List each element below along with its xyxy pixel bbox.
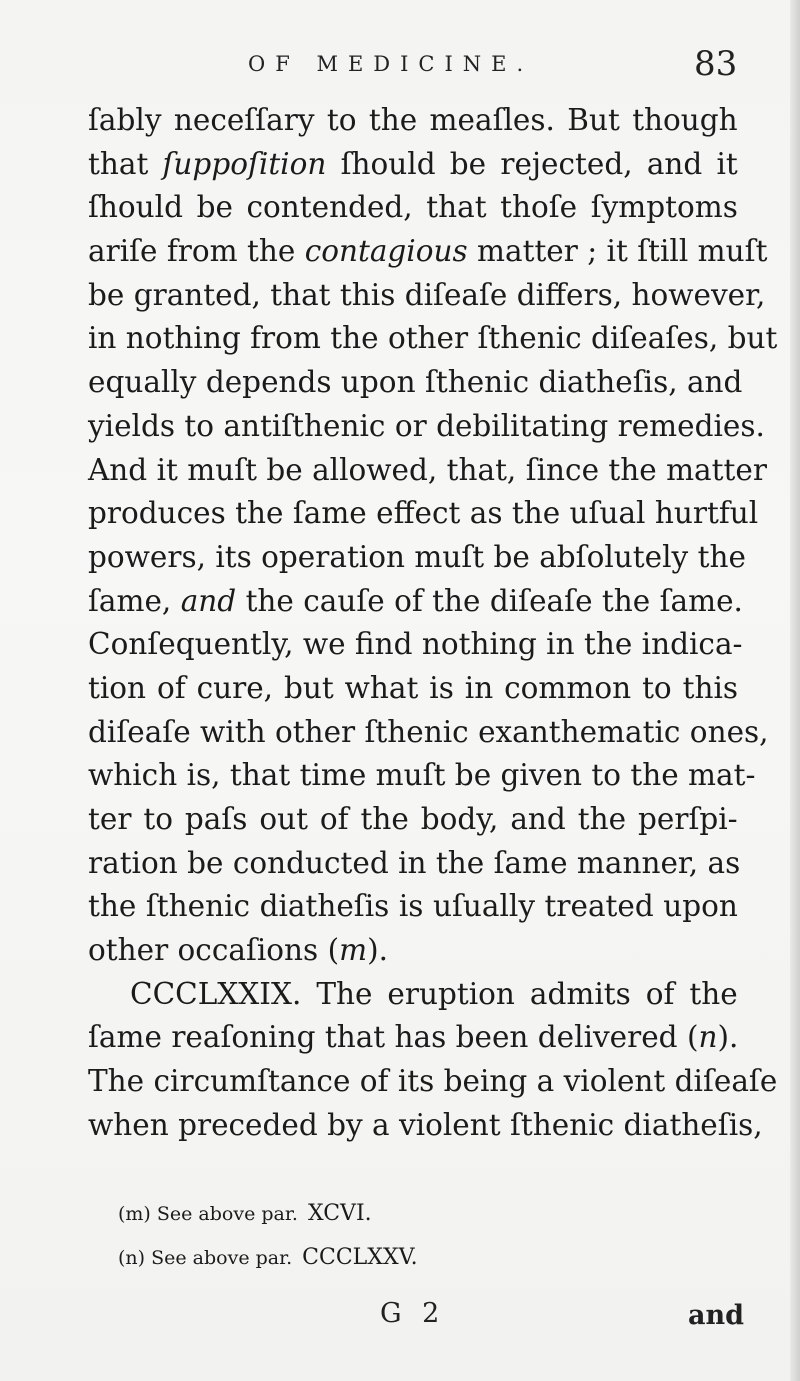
page-number: 83 <box>694 44 738 84</box>
text-run <box>88 230 767 274</box>
text-run: that <box>88 146 163 181</box>
text-run: be granted, that this diſeaſe differs, however, <box>88 277 766 312</box>
text-run <box>88 580 743 624</box>
italic-run: ſuppoſition <box>162 146 327 181</box>
text-line <box>88 667 738 711</box>
footnote-mark: (m) <box>118 1203 151 1225</box>
text-run: ſame, <box>88 583 181 618</box>
text-run <box>88 143 738 187</box>
footnote <box>118 1236 418 1280</box>
text-line <box>88 405 765 449</box>
footnote-ref: XCVI. <box>307 1201 372 1226</box>
text-run: CCCLXXIX. The eruption admits of the <box>130 976 738 1011</box>
text-line <box>88 186 738 230</box>
footnote-text: See above par. <box>156 1203 298 1225</box>
text-run: equally depends upon ſthenic diatheſis, and <box>88 365 743 400</box>
text-run: when preceded by a violent ſthenic diatheſis, <box>88 1107 763 1142</box>
text-run: which is, that time muſt be given to the mat- <box>88 758 756 793</box>
text-line <box>88 1016 738 1060</box>
running-head <box>0 46 800 86</box>
body-text <box>88 99 778 1148</box>
text-run: other occaſions ( <box>88 933 340 968</box>
text-run: ſhould be rejected, and it <box>326 146 738 181</box>
text-run: ). <box>717 1020 739 1055</box>
footnote-mark: (n) <box>118 1247 146 1269</box>
text-run: matter ; it ſtill muſt <box>467 234 768 269</box>
text-run: the ſthenic diatheſis is uſually treated upon <box>88 889 738 924</box>
italic-run: n <box>698 1020 718 1055</box>
text-line <box>88 929 738 973</box>
text-line <box>88 143 738 187</box>
text-line <box>88 492 759 536</box>
text-run: And it muſt be allowed, that, ſince the matter <box>88 452 767 487</box>
text-run: tion of cure, but what is in common to this <box>88 670 739 705</box>
footnotes <box>118 1192 418 1280</box>
text-line <box>88 361 743 405</box>
italic-run: and <box>180 583 237 618</box>
text-run: powers, its operation muſt be abſolutely the <box>88 539 746 574</box>
text-run: Conſequently, we find nothing in the indica- <box>88 627 743 662</box>
text-run: ter to paſs out of the body, and the perſpi- <box>88 802 738 836</box>
text-run <box>88 929 388 973</box>
text-line <box>88 623 743 667</box>
text-run: ). <box>367 933 388 968</box>
text-line <box>88 798 738 842</box>
text-line <box>88 580 743 624</box>
text-run: diſeaſe with other ſthenic exanthematic ones, <box>88 714 769 749</box>
text-run: ſame reaſoning that has been delivered ( <box>88 1020 699 1055</box>
text-line <box>88 99 738 143</box>
footnote-ref: CCCLXXV. <box>302 1245 418 1270</box>
footnote <box>118 1192 418 1236</box>
text-line <box>88 230 768 274</box>
running-title: OF MEDICINE. <box>248 52 534 76</box>
text-line <box>88 274 766 318</box>
text-run: ſhould be contended, that thoſe ſymptoms <box>88 190 738 225</box>
text-run: produces the ſame effect as the uſual hurtful <box>88 496 759 531</box>
text-line <box>88 973 738 1017</box>
text-run: the cauſe of the diſeaſe the ſame. <box>236 583 743 618</box>
footnote-text: See above par. <box>151 1247 293 1269</box>
text-line <box>88 754 756 798</box>
text-line <box>88 1104 763 1148</box>
text-line <box>88 711 769 755</box>
catchword: and <box>688 1300 745 1331</box>
text-line <box>88 317 778 361</box>
text-run: yields to antiſthenic or debilitating remedies. <box>88 408 765 443</box>
text-run <box>88 1016 738 1060</box>
italic-run: contagious <box>304 234 468 269</box>
signature-mark: G 2 <box>380 1298 446 1329</box>
text-line <box>88 536 746 580</box>
text-line <box>88 885 738 929</box>
text-run: ariſe from the <box>88 234 305 269</box>
text-run: The circumſtance of its being a violent diſeaſe <box>88 1064 778 1099</box>
italic-run: m <box>339 933 368 968</box>
text-line <box>88 842 741 886</box>
text-run: ſably neceſſary to the meaſles. But though <box>88 103 738 137</box>
text-line <box>88 449 767 493</box>
text-run: ration be conducted in the ſame manner, as <box>88 845 741 880</box>
text-run: in nothing from the other ſthenic diſeaſes, but <box>88 321 778 356</box>
text-line <box>88 1060 778 1104</box>
